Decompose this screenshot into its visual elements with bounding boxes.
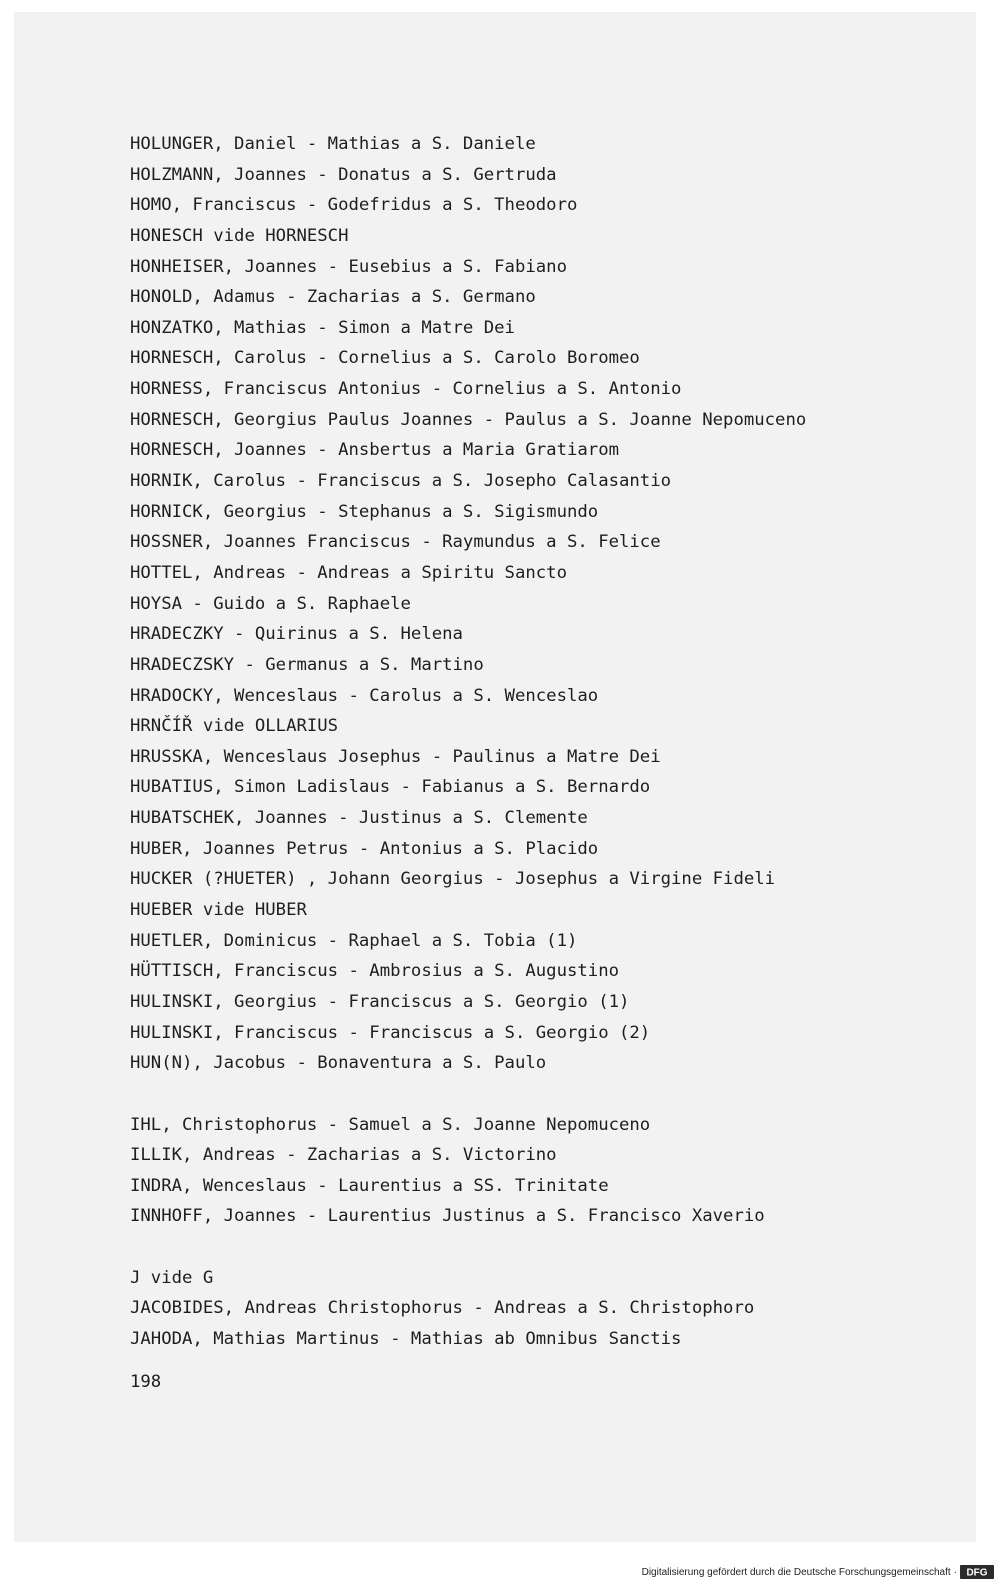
footer-credit-text: Digitalisierung gefördert durch die Deutsche Forschungsgemeinschaft xyxy=(641,1566,951,1578)
digitization-footer xyxy=(642,1564,994,1580)
entry-line: HOLUNGER, Daniel - Mathias a S. Daniele xyxy=(130,134,536,154)
entry-line: HRADECZKY - Quirinus a S. Helena xyxy=(130,624,463,645)
entry-line: HONOLD, Adamus - Zacharias a S. Germano xyxy=(130,287,536,308)
entry-line: HORNESS, Franciscus Antonius - Cornelius a S. Antonio xyxy=(130,379,682,400)
entry-line: HORNESCH, Georgius Paulus Joannes - Paulus a S. Joanne Nepomuceno xyxy=(130,409,807,430)
page-number: 198 xyxy=(130,1372,162,1392)
entry-line: IHL, Christophorus - Samuel a S. Joanne Nepomuceno xyxy=(130,1114,651,1135)
entry-line: HORNESCH, Joannes - Ansbertus a Maria Gratiarom xyxy=(130,440,619,461)
entry-line: ILLIK, Andreas - Zacharias a S. Victorino xyxy=(130,1145,557,1166)
entry-list xyxy=(130,129,990,1355)
entry-line: JACOBIDES, Andreas Christophorus - Andreas a S. Christophoro xyxy=(130,1298,755,1319)
entry-line: HONZATKO, Mathias - Simon a Matre Dei xyxy=(130,317,515,338)
scanned-page xyxy=(14,12,976,1542)
dfg-logo-text: DFG xyxy=(966,1567,988,1579)
entry-line: HONESCH vide HORNESCH xyxy=(130,225,349,246)
entry-line: INNHOFF, Joannes - Laurentius Justinus a S. Francisco Xaverio xyxy=(130,1206,765,1227)
entry-line: HUN(N), Jacobus - Bonaventura a S. Paulo xyxy=(130,1053,547,1074)
entry-line: HOSSNER, Joannes Franciscus - Raymundus a S. Felice xyxy=(130,532,661,553)
entry-line: HUETLER, Dominicus - Raphael a S. Tobia (1) xyxy=(130,930,578,951)
entry-line: HRADOCKY, Wenceslaus - Carolus a S. Wenceslao xyxy=(130,685,599,706)
entry-line: HOMO, Franciscus - Godefridus a S. Theodoro xyxy=(130,195,578,216)
entry-line: HOLZMANN, Joannes - Donatus a S. Gertruda xyxy=(130,164,557,185)
entry-line: HUBER, Joannes Petrus - Antonius a S. Placido xyxy=(130,838,599,859)
section-gap xyxy=(130,1079,990,1110)
entry-line: J vide G xyxy=(130,1267,214,1288)
entry-line: HRNČÍŘ vide OLLARIUS xyxy=(130,716,339,737)
dfg-logo-icon xyxy=(960,1565,994,1579)
entry-line: HORNIK, Carolus - Franciscus a S. Josepho Calasantio xyxy=(130,471,672,492)
entry-line: HULINSKI, Franciscus - Franciscus a S. Georgio (2) xyxy=(130,1022,651,1043)
entry-line: HULINSKI, Georgius - Franciscus a S. Georgio (1) xyxy=(130,991,630,1012)
entry-line: HUCKER (?HUETER) , Johann Georgius - Josephus a Virgine Fideli xyxy=(130,869,776,890)
entry-line: HRADECZSKY - Germanus a S. Martino xyxy=(130,654,484,675)
entry-line: INDRA, Wenceslaus - Laurentius a SS. Trinitate xyxy=(130,1175,609,1196)
entry-line: JAHODA, Mathias Martinus - Mathias ab Omnibus Sanctis xyxy=(130,1328,682,1349)
entry-line: HÜTTISCH, Franciscus - Ambrosius a S. Augustino xyxy=(130,961,619,982)
entry-line: HUEBER vide HUBER xyxy=(130,900,307,921)
footer-separator: · xyxy=(953,1566,957,1578)
section-gap xyxy=(130,1232,990,1263)
entry-line: HORNICK, Georgius - Stephanus a S. Sigismundo xyxy=(130,501,599,522)
entry-line: HUBATIUS, Simon Ladislaus - Fabianus a S. Bernardo xyxy=(130,777,651,798)
entry-line: HRUSSKA, Wenceslaus Josephus - Paulinus a Matre Dei xyxy=(130,746,661,767)
entry-line: HONHEISER, Joannes - Eusebius a S. Fabiano xyxy=(130,256,567,277)
entry-line: HUBATSCHEK, Joannes - Justinus a S. Clemente xyxy=(130,808,588,829)
entry-line: HORNESCH, Carolus - Cornelius a S. Carolo Boromeo xyxy=(130,348,640,369)
entry-line: HOTTEL, Andreas - Andreas a Spiritu Sancto xyxy=(130,562,567,583)
entry-line: HOYSA - Guido a S. Raphaele xyxy=(130,593,411,614)
